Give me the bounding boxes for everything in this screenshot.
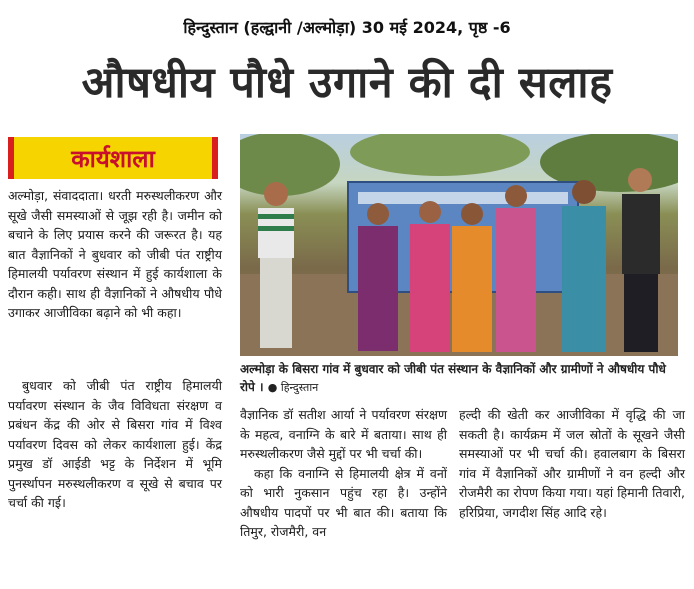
column-1-text: बुधवार को जीबी पंत राष्ट्रीय हिमालयी पर्यावरण संस्थान के जैव विविधता संरक्षण व प्रबंधन केंद्र की ओर से बिसरा गांव में विश्व पर्यावरण दिवस को लेकर कार्यशाला हुई। केंद्र प्रमुख डॉ आईडी भट्ट के निर्देशन में भूमि पुनर्स्थापन मरुस्थलीकरण व सूखे से बचाव पर चर्चा की गई।	[8, 378, 222, 510]
photo-illustration	[240, 134, 678, 356]
column-2	[240, 405, 447, 542]
photo-credit: ● हिन्दुस्तान	[267, 381, 319, 394]
column-2b-text: कहा कि वनाग्नि से हिमालयी क्षेत्र में वनों को भारी नुकसान पहुंच रहा है। उन्होंने औषधीय पादपों पर भी बात की। बताया कि तिमुर, रोजमैरी, वन	[240, 465, 447, 539]
news-photo	[240, 134, 678, 356]
headline: औषधीय पौधे उगाने की दी सलाह	[81, 58, 613, 108]
section-label-text: कार्यशाला	[71, 144, 155, 173]
section-label	[8, 137, 218, 179]
column-3: हल्दी की खेती कर आजीविका में वृद्धि की जा सकती है। कार्यक्रम में जल स्रोतों के सूखने जैसी समस्याओं पर भी चर्चा की। हवालबाग के बिसरा गांव में वैज्ञानिकों और ग्रामीणों ने वन हल्दी और रोजमैरी का रोपण किया गया। यहां हिमानी तिवारी, हरिप्रिया, जगदीश सिंह आदि रहे।	[459, 407, 685, 520]
photo-caption	[240, 360, 678, 397]
source-line: हिन्दुस्तान (हल्द्वानी /अल्मोड़ा) 30 मई 2024, पृष्ठ -6	[183, 18, 511, 37]
column-1	[8, 376, 222, 513]
lead-paragraph: अल्मोड़ा, संवाददाता। धरती मरुस्थलीकरण और सूखे जैसी समस्याओं से जूझ रही है। जमीन को बचाने के लिए प्रयास करने की जरूरत है। यह बात वैज्ञानिकों ने बुधवार को जीबी पंत राष्ट्रीय हिमालयी पर्यावरण संस्थान में हुई कार्यशाला के दौरान कही। साथ ही वैज्ञानिकों ने औषधीय पौधे उगाकर आजीविका बढ़ाने को भी कहा।	[8, 188, 222, 320]
column-2-text: वैज्ञानिक डॉ सतीश आर्या ने पर्यावरण संरक्षण के महत्व, वनाग्नि के बारे में बताया। साथ ही मरुस्थलीकरण जैसे मुद्दों पर भी चर्चा की।	[240, 407, 447, 461]
photo-caption-text: अल्मोड़ा के बिसरा गांव में बुधवार को जीबी पंत संस्थान के वैज्ञानिकों और ग्रामीणों ने औषधीय पौधे रोपे ।	[240, 362, 666, 394]
